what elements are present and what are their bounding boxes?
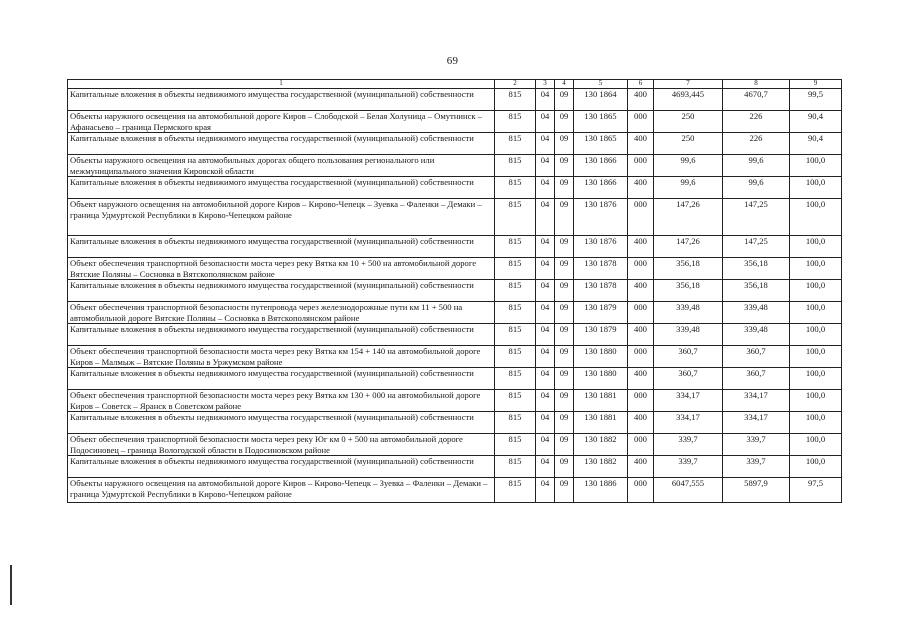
row-actual-amount-cell: 339,7 (723, 456, 790, 478)
row-target-article-cell: 130 1876 (574, 236, 628, 258)
row-code-cell: 815 (495, 368, 536, 390)
row-section-cell: 04 (536, 434, 555, 456)
row-expense-type-cell: 000 (628, 390, 654, 412)
table-row (68, 324, 842, 346)
row-expense-type-cell: 000 (628, 346, 654, 368)
row-section-cell: 04 (536, 368, 555, 390)
row-percent-cell: 100,0 (790, 302, 842, 324)
column-header: 1 (68, 80, 495, 89)
row-name-cell: Объект обеспечения транспортной безопасности моста через реку Юг км 0 + 500 на автомобильной дороге Подосиновец – граница Вологодской области в Подосиновском районе (68, 434, 495, 456)
row-code-cell: 815 (495, 111, 536, 133)
row-subsection-cell: 09 (555, 177, 574, 199)
row-subsection-cell: 09 (555, 133, 574, 155)
table-row (68, 133, 842, 155)
row-expense-type-cell: 000 (628, 258, 654, 280)
row-actual-amount-cell: 356,18 (723, 280, 790, 302)
row-section-cell: 04 (536, 346, 555, 368)
row-section-cell: 04 (536, 478, 555, 503)
row-planned-amount-cell: 339,48 (654, 302, 723, 324)
row-section-cell: 04 (536, 111, 555, 133)
table-row (68, 390, 842, 412)
row-target-article-cell: 130 1886 (574, 478, 628, 503)
row-section-cell: 04 (536, 302, 555, 324)
table-header-row (68, 80, 842, 89)
row-percent-cell: 100,0 (790, 456, 842, 478)
scan-edge-mark (10, 565, 12, 605)
row-name-cell: Капитальные вложения в объекты недвижимого имущества государственной (муниципальной) собственности (68, 412, 495, 434)
row-actual-amount-cell: 339,48 (723, 324, 790, 346)
row-code-cell: 815 (495, 434, 536, 456)
row-planned-amount-cell: 360,7 (654, 368, 723, 390)
row-name-cell: Капитальные вложения в объекты недвижимого имущества государственной (муниципальной) собственности (68, 280, 495, 302)
row-expense-type-cell: 400 (628, 89, 654, 111)
row-expense-type-cell: 400 (628, 177, 654, 199)
column-header: 6 (628, 80, 654, 89)
row-percent-cell: 100,0 (790, 390, 842, 412)
row-target-article-cell: 130 1881 (574, 390, 628, 412)
row-target-article-cell: 130 1865 (574, 111, 628, 133)
table-row (68, 177, 842, 199)
row-percent-cell: 99,5 (790, 89, 842, 111)
table-row (68, 89, 842, 111)
row-code-cell: 815 (495, 258, 536, 280)
column-header: 3 (536, 80, 555, 89)
row-actual-amount-cell: 99,6 (723, 155, 790, 177)
row-target-article-cell: 130 1882 (574, 434, 628, 456)
row-subsection-cell: 09 (555, 412, 574, 434)
row-percent-cell: 100,0 (790, 434, 842, 456)
row-planned-amount-cell: 339,7 (654, 456, 723, 478)
row-expense-type-cell: 000 (628, 199, 654, 236)
row-expense-type-cell: 000 (628, 155, 654, 177)
row-percent-cell: 97,5 (790, 478, 842, 503)
table-row (68, 302, 842, 324)
row-code-cell: 815 (495, 478, 536, 503)
table-row (68, 368, 842, 390)
row-target-article-cell: 130 1880 (574, 346, 628, 368)
row-target-article-cell: 130 1879 (574, 324, 628, 346)
row-code-cell: 815 (495, 346, 536, 368)
row-code-cell: 815 (495, 280, 536, 302)
row-expense-type-cell: 400 (628, 456, 654, 478)
row-section-cell: 04 (536, 199, 555, 236)
row-expense-type-cell: 000 (628, 478, 654, 503)
row-name-cell: Объекты наружного освещения на автомобильных дорогах общего пользования регионального или межмуниципального значения Кировской области (68, 155, 495, 177)
row-expense-type-cell: 400 (628, 368, 654, 390)
row-code-cell: 815 (495, 456, 536, 478)
row-expense-type-cell: 000 (628, 111, 654, 133)
table-row (68, 280, 842, 302)
row-name-cell: Объект обеспечения транспортной безопасности моста через реку Вятка км 130 + 000 на автомобильной дороге Киров – Советск – Яранск в Советском районе (68, 390, 495, 412)
row-planned-amount-cell: 360,7 (654, 346, 723, 368)
column-header: 9 (790, 80, 842, 89)
row-section-cell: 04 (536, 280, 555, 302)
row-actual-amount-cell: 360,7 (723, 346, 790, 368)
row-code-cell: 815 (495, 155, 536, 177)
row-code-cell: 815 (495, 236, 536, 258)
row-percent-cell: 100,0 (790, 155, 842, 177)
row-code-cell: 815 (495, 412, 536, 434)
table-row (68, 111, 842, 133)
row-target-article-cell: 130 1865 (574, 133, 628, 155)
row-expense-type-cell: 400 (628, 133, 654, 155)
row-actual-amount-cell: 5897,9 (723, 478, 790, 503)
row-section-cell: 04 (536, 456, 555, 478)
row-subsection-cell: 09 (555, 368, 574, 390)
row-planned-amount-cell: 99,6 (654, 177, 723, 199)
row-name-cell: Капитальные вложения в объекты недвижимого имущества государственной (муниципальной) собственности (68, 324, 495, 346)
row-target-article-cell: 130 1878 (574, 258, 628, 280)
row-code-cell: 815 (495, 324, 536, 346)
table-row (68, 236, 842, 258)
row-section-cell: 04 (536, 258, 555, 280)
row-percent-cell: 90,4 (790, 111, 842, 133)
row-subsection-cell: 09 (555, 89, 574, 111)
column-header: 8 (723, 80, 790, 89)
row-name-cell: Капитальные вложения в объекты недвижимого имущества государственной (муниципальной) собственности (68, 133, 495, 155)
row-code-cell: 815 (495, 199, 536, 236)
row-planned-amount-cell: 250 (654, 111, 723, 133)
row-actual-amount-cell: 356,18 (723, 258, 790, 280)
row-expense-type-cell: 000 (628, 434, 654, 456)
row-planned-amount-cell: 339,7 (654, 434, 723, 456)
row-code-cell: 815 (495, 89, 536, 111)
row-subsection-cell: 09 (555, 280, 574, 302)
row-subsection-cell: 09 (555, 478, 574, 503)
row-target-article-cell: 130 1878 (574, 280, 628, 302)
row-percent-cell: 100,0 (790, 236, 842, 258)
column-header: 7 (654, 80, 723, 89)
row-expense-type-cell: 400 (628, 236, 654, 258)
row-target-article-cell: 130 1866 (574, 155, 628, 177)
row-subsection-cell: 09 (555, 155, 574, 177)
page-number: 69 (446, 55, 459, 67)
row-percent-cell: 100,0 (790, 177, 842, 199)
row-expense-type-cell: 400 (628, 324, 654, 346)
row-code-cell: 815 (495, 302, 536, 324)
row-target-article-cell: 130 1881 (574, 412, 628, 434)
row-section-cell: 04 (536, 177, 555, 199)
row-target-article-cell: 130 1866 (574, 177, 628, 199)
row-percent-cell: 100,0 (790, 280, 842, 302)
row-planned-amount-cell: 339,48 (654, 324, 723, 346)
row-expense-type-cell: 400 (628, 412, 654, 434)
row-name-cell: Объект обеспечения транспортной безопасности моста через реку Вятка км 154 + 140 на автомобильной дороге Киров – Малмыж – Вятские Поляны в Уржумском районе (68, 346, 495, 368)
row-planned-amount-cell: 250 (654, 133, 723, 155)
table-row (68, 456, 842, 478)
row-actual-amount-cell: 147,25 (723, 236, 790, 258)
row-planned-amount-cell: 147,26 (654, 199, 723, 236)
table-row (68, 258, 842, 280)
row-name-cell: Объекты наружного освещения на автомобильной дороге Киров – Кирово-Чепецк – Зуевка – Фаленки – Демаки – граница Удмуртской Республики в Кирово-Чепецком районе (68, 478, 495, 503)
row-planned-amount-cell: 356,18 (654, 258, 723, 280)
row-subsection-cell: 09 (555, 324, 574, 346)
row-percent-cell: 100,0 (790, 412, 842, 434)
row-name-cell: Объект обеспечения транспортной безопасности моста через реку Вятка км 10 + 500 на автомобильной дороге Вятские Поляны – Сосновка в Вятскополянском районе (68, 258, 495, 280)
row-target-article-cell: 130 1879 (574, 302, 628, 324)
row-name-cell: Капитальные вложения в объекты недвижимого имущества государственной (муниципальной) собственности (68, 177, 495, 199)
row-planned-amount-cell: 147,26 (654, 236, 723, 258)
row-planned-amount-cell: 356,18 (654, 280, 723, 302)
row-planned-amount-cell: 334,17 (654, 412, 723, 434)
row-percent-cell: 100,0 (790, 258, 842, 280)
row-name-cell: Капитальные вложения в объекты недвижимого имущества государственной (муниципальной) собственности (68, 89, 495, 111)
row-subsection-cell: 09 (555, 258, 574, 280)
budget-table (67, 79, 842, 503)
row-target-article-cell: 130 1864 (574, 89, 628, 111)
column-header: 4 (555, 80, 574, 89)
row-percent-cell: 90,4 (790, 133, 842, 155)
row-subsection-cell: 09 (555, 456, 574, 478)
row-section-cell: 04 (536, 390, 555, 412)
row-code-cell: 815 (495, 177, 536, 199)
row-percent-cell: 100,0 (790, 199, 842, 236)
row-target-article-cell: 130 1880 (574, 368, 628, 390)
row-actual-amount-cell: 226 (723, 111, 790, 133)
row-actual-amount-cell: 334,17 (723, 412, 790, 434)
row-name-cell: Капитальные вложения в объекты недвижимого имущества государственной (муниципальной) собственности (68, 236, 495, 258)
table-row (68, 478, 842, 503)
row-actual-amount-cell: 334,17 (723, 390, 790, 412)
row-percent-cell: 100,0 (790, 368, 842, 390)
row-section-cell: 04 (536, 89, 555, 111)
row-expense-type-cell: 400 (628, 280, 654, 302)
row-subsection-cell: 09 (555, 302, 574, 324)
row-subsection-cell: 09 (555, 236, 574, 258)
row-percent-cell: 100,0 (790, 324, 842, 346)
row-planned-amount-cell: 99,6 (654, 155, 723, 177)
row-section-cell: 04 (536, 236, 555, 258)
table-row (68, 412, 842, 434)
row-section-cell: 04 (536, 324, 555, 346)
row-section-cell: 04 (536, 155, 555, 177)
row-name-cell: Объект обеспечения транспортной безопасности путепровода через железнодорожные пути км 11 + 500 на автомобильной дороге Вятские Поляны – Сосновка в Вятскополянском районе (68, 302, 495, 324)
table-row (68, 199, 842, 236)
row-name-cell: Объекты наружного освещения на автомобильной дороге Киров – Слободской – Белая Холуница – Омутнинск – Афанасьево – граница Пермского края (68, 111, 495, 133)
row-name-cell: Капитальные вложения в объекты недвижимого имущества государственной (муниципальной) собственности (68, 368, 495, 390)
row-subsection-cell: 09 (555, 199, 574, 236)
row-planned-amount-cell: 4693,445 (654, 89, 723, 111)
row-actual-amount-cell: 4670,7 (723, 89, 790, 111)
table-row (68, 155, 842, 177)
row-section-cell: 04 (536, 412, 555, 434)
table-row (68, 434, 842, 456)
row-percent-cell: 100,0 (790, 346, 842, 368)
row-actual-amount-cell: 226 (723, 133, 790, 155)
row-target-article-cell: 130 1876 (574, 199, 628, 236)
row-expense-type-cell: 000 (628, 302, 654, 324)
row-name-cell: Капитальные вложения в объекты недвижимого имущества государственной (муниципальной) собственности (68, 456, 495, 478)
row-actual-amount-cell: 147,25 (723, 199, 790, 236)
row-target-article-cell: 130 1882 (574, 456, 628, 478)
column-header: 5 (574, 80, 628, 89)
row-name-cell: Объект наружного освещения на автомобильной дороге Киров – Кирово-Чепецк – Зуевка – Фаленки – Демаки – граница Удмуртской Республики в Кирово-Чепецком районе (68, 199, 495, 236)
row-actual-amount-cell: 99,6 (723, 177, 790, 199)
row-code-cell: 815 (495, 390, 536, 412)
row-code-cell: 815 (495, 133, 536, 155)
row-actual-amount-cell: 339,7 (723, 434, 790, 456)
row-subsection-cell: 09 (555, 346, 574, 368)
row-planned-amount-cell: 6047,555 (654, 478, 723, 503)
row-subsection-cell: 09 (555, 111, 574, 133)
column-header: 2 (495, 80, 536, 89)
table-row (68, 346, 842, 368)
row-subsection-cell: 09 (555, 434, 574, 456)
row-actual-amount-cell: 339,48 (723, 302, 790, 324)
row-planned-amount-cell: 334,17 (654, 390, 723, 412)
row-section-cell: 04 (536, 133, 555, 155)
row-actual-amount-cell: 360,7 (723, 368, 790, 390)
row-subsection-cell: 09 (555, 390, 574, 412)
